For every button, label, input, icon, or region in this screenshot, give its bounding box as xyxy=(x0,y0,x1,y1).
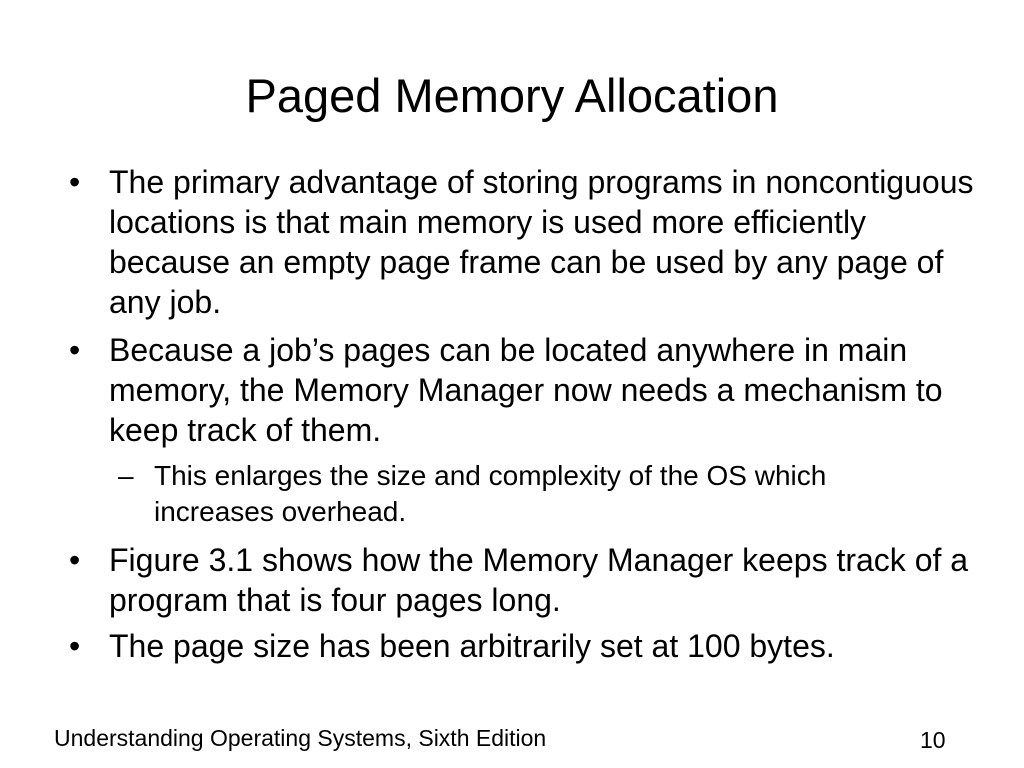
bullet-item xyxy=(69,540,974,620)
sub-bullet-marker: – xyxy=(118,460,134,491)
bullet-item xyxy=(69,162,974,322)
bullet-marker: • xyxy=(69,332,81,368)
bullet-text: Because a job’s pages can be located anywhere in main memory, the Memory Manager now needs a mechanism to keep track of them. xyxy=(109,332,943,448)
bullet-text: The primary advantage of storing programs in noncontiguous locations is that main memory is used more efficiently because an empty page frame can be used by any page of any job. xyxy=(109,164,974,320)
bullet-text: Figure 3.1 shows how the Memory Manager keeps track of a program that is four pages long. xyxy=(109,542,969,618)
sub-bullet-text: This enlarges the size and complexity of the OS which increases overhead. xyxy=(154,460,827,527)
bullet-item xyxy=(69,626,974,666)
bullet-text: The page size has been arbitrarily set at 100 bytes. xyxy=(109,628,835,664)
bullet-marker: • xyxy=(69,628,81,664)
bullet-marker: • xyxy=(69,542,81,578)
footer-source: Understanding Operating Systems, Sixth Edition xyxy=(54,725,547,751)
bullet-item xyxy=(69,330,974,450)
sub-bullet-item xyxy=(118,458,938,530)
page-number: 10 xyxy=(920,727,946,753)
slide-title: Paged Memory Allocation xyxy=(245,69,779,122)
bullet-marker: • xyxy=(69,164,81,200)
